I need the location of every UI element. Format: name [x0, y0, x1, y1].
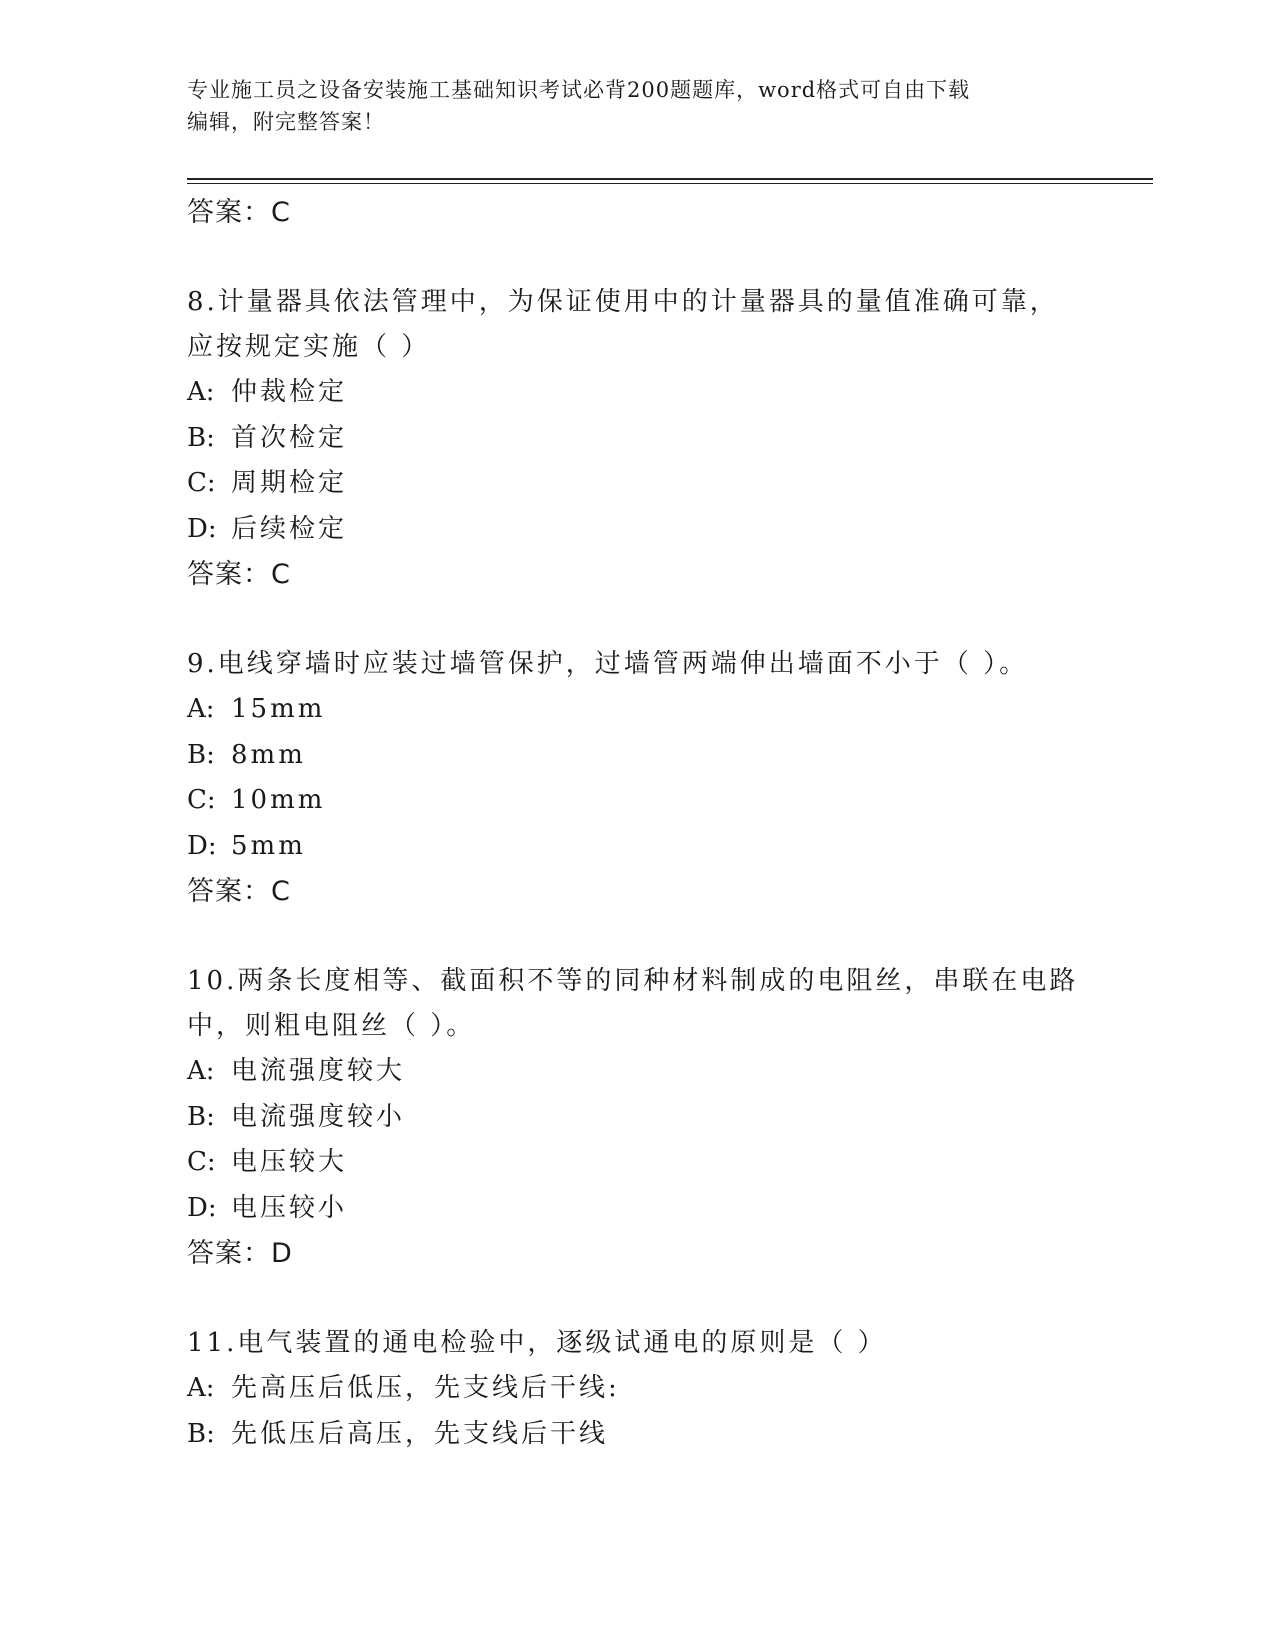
option-letter: B:	[187, 422, 215, 453]
option-text: 首次检定	[231, 422, 348, 453]
option-letter: A:	[187, 1056, 215, 1086]
option-text: 10mm	[231, 785, 326, 815]
option-text: 电流强度较小	[231, 1101, 406, 1132]
option-b	[187, 416, 1087, 462]
header-divider-top	[187, 178, 1153, 180]
option-text: 先低压后高压，先支线后干线	[231, 1418, 609, 1449]
option-letter: A:	[187, 1373, 215, 1403]
option-a	[187, 370, 1087, 416]
question-stem-line: 应按规定实施（ ）	[187, 332, 431, 362]
question-stem-line: 10.两条长度相等、截面积不等的同种材料制成的电阻丝，串联在电路	[187, 966, 1079, 996]
answer-line: 答案：C	[187, 559, 291, 590]
question-stem-line: 9.电线穿墙时应装过墙管保护，过墙管两端伸出墙面不小于（ ）。	[187, 649, 1029, 679]
option-b	[187, 733, 1087, 779]
answer-line: 答案：D	[187, 1238, 293, 1269]
question-stem-line: 8.计量器具依法管理中，为保证使用中的计量器具的量值准确可靠，	[187, 287, 1059, 317]
option-a	[187, 1366, 1087, 1412]
option-text: 仲裁检定	[231, 377, 348, 407]
question-stem	[187, 959, 1087, 1049]
option-letter: B:	[187, 739, 215, 770]
question-stem-line: 11.电气装置的通电检验中，逐级试通电的原则是（ ）	[187, 1328, 887, 1358]
question-block	[187, 1321, 1087, 1457]
option-b	[187, 1412, 1087, 1458]
option-d	[187, 824, 1087, 870]
option-letter: D:	[187, 513, 217, 544]
question-block	[187, 280, 1087, 598]
option-d	[187, 507, 1087, 553]
header-divider-bottom	[187, 183, 1153, 184]
option-text: 电压较大	[231, 1147, 348, 1177]
option-text: 电流强度较大	[231, 1056, 406, 1086]
header-line-2: 编辑，附完整答案！	[187, 110, 385, 134]
answer-line: 答案：C	[187, 876, 291, 907]
option-a	[187, 1049, 1087, 1095]
option-text: 周期检定	[231, 468, 348, 498]
option-letter: A:	[187, 694, 215, 724]
option-letter: B:	[187, 1418, 215, 1449]
header-line-1: 专业施工员之设备安装施工基础知识考试必背200题题库，word格式可自由下载	[187, 78, 971, 102]
question-stem	[187, 1321, 1087, 1366]
option-letter: C:	[187, 785, 216, 815]
question-stem	[187, 280, 1087, 370]
option-a	[187, 687, 1087, 733]
option-letter: C:	[187, 468, 216, 498]
option-letter: D:	[187, 1192, 217, 1223]
option-text: 5mm	[231, 830, 306, 861]
option-d	[187, 1186, 1087, 1232]
answer-line: 答案：C	[187, 197, 291, 228]
option-text: 电压较小	[231, 1192, 348, 1223]
option-letter: A:	[187, 377, 215, 407]
option-letter: B:	[187, 1101, 215, 1132]
question-list	[187, 190, 1087, 1457]
option-text: 15mm	[231, 694, 326, 724]
document-header	[187, 74, 1087, 138]
option-c	[187, 1140, 1087, 1186]
option-c	[187, 461, 1087, 507]
option-b	[187, 1095, 1087, 1141]
question-stem-line: 中，则粗电阻丝（ ）。	[187, 1011, 476, 1041]
question-block	[187, 642, 1087, 915]
option-c	[187, 778, 1087, 824]
option-letter: D:	[187, 830, 217, 861]
option-text: 8mm	[231, 739, 306, 770]
option-text: 先高压后低压，先支线后干线:	[231, 1373, 620, 1403]
question-stem	[187, 642, 1087, 687]
question-block	[187, 959, 1087, 1277]
option-letter: C:	[187, 1147, 216, 1177]
option-text: 后续检定	[231, 513, 348, 544]
